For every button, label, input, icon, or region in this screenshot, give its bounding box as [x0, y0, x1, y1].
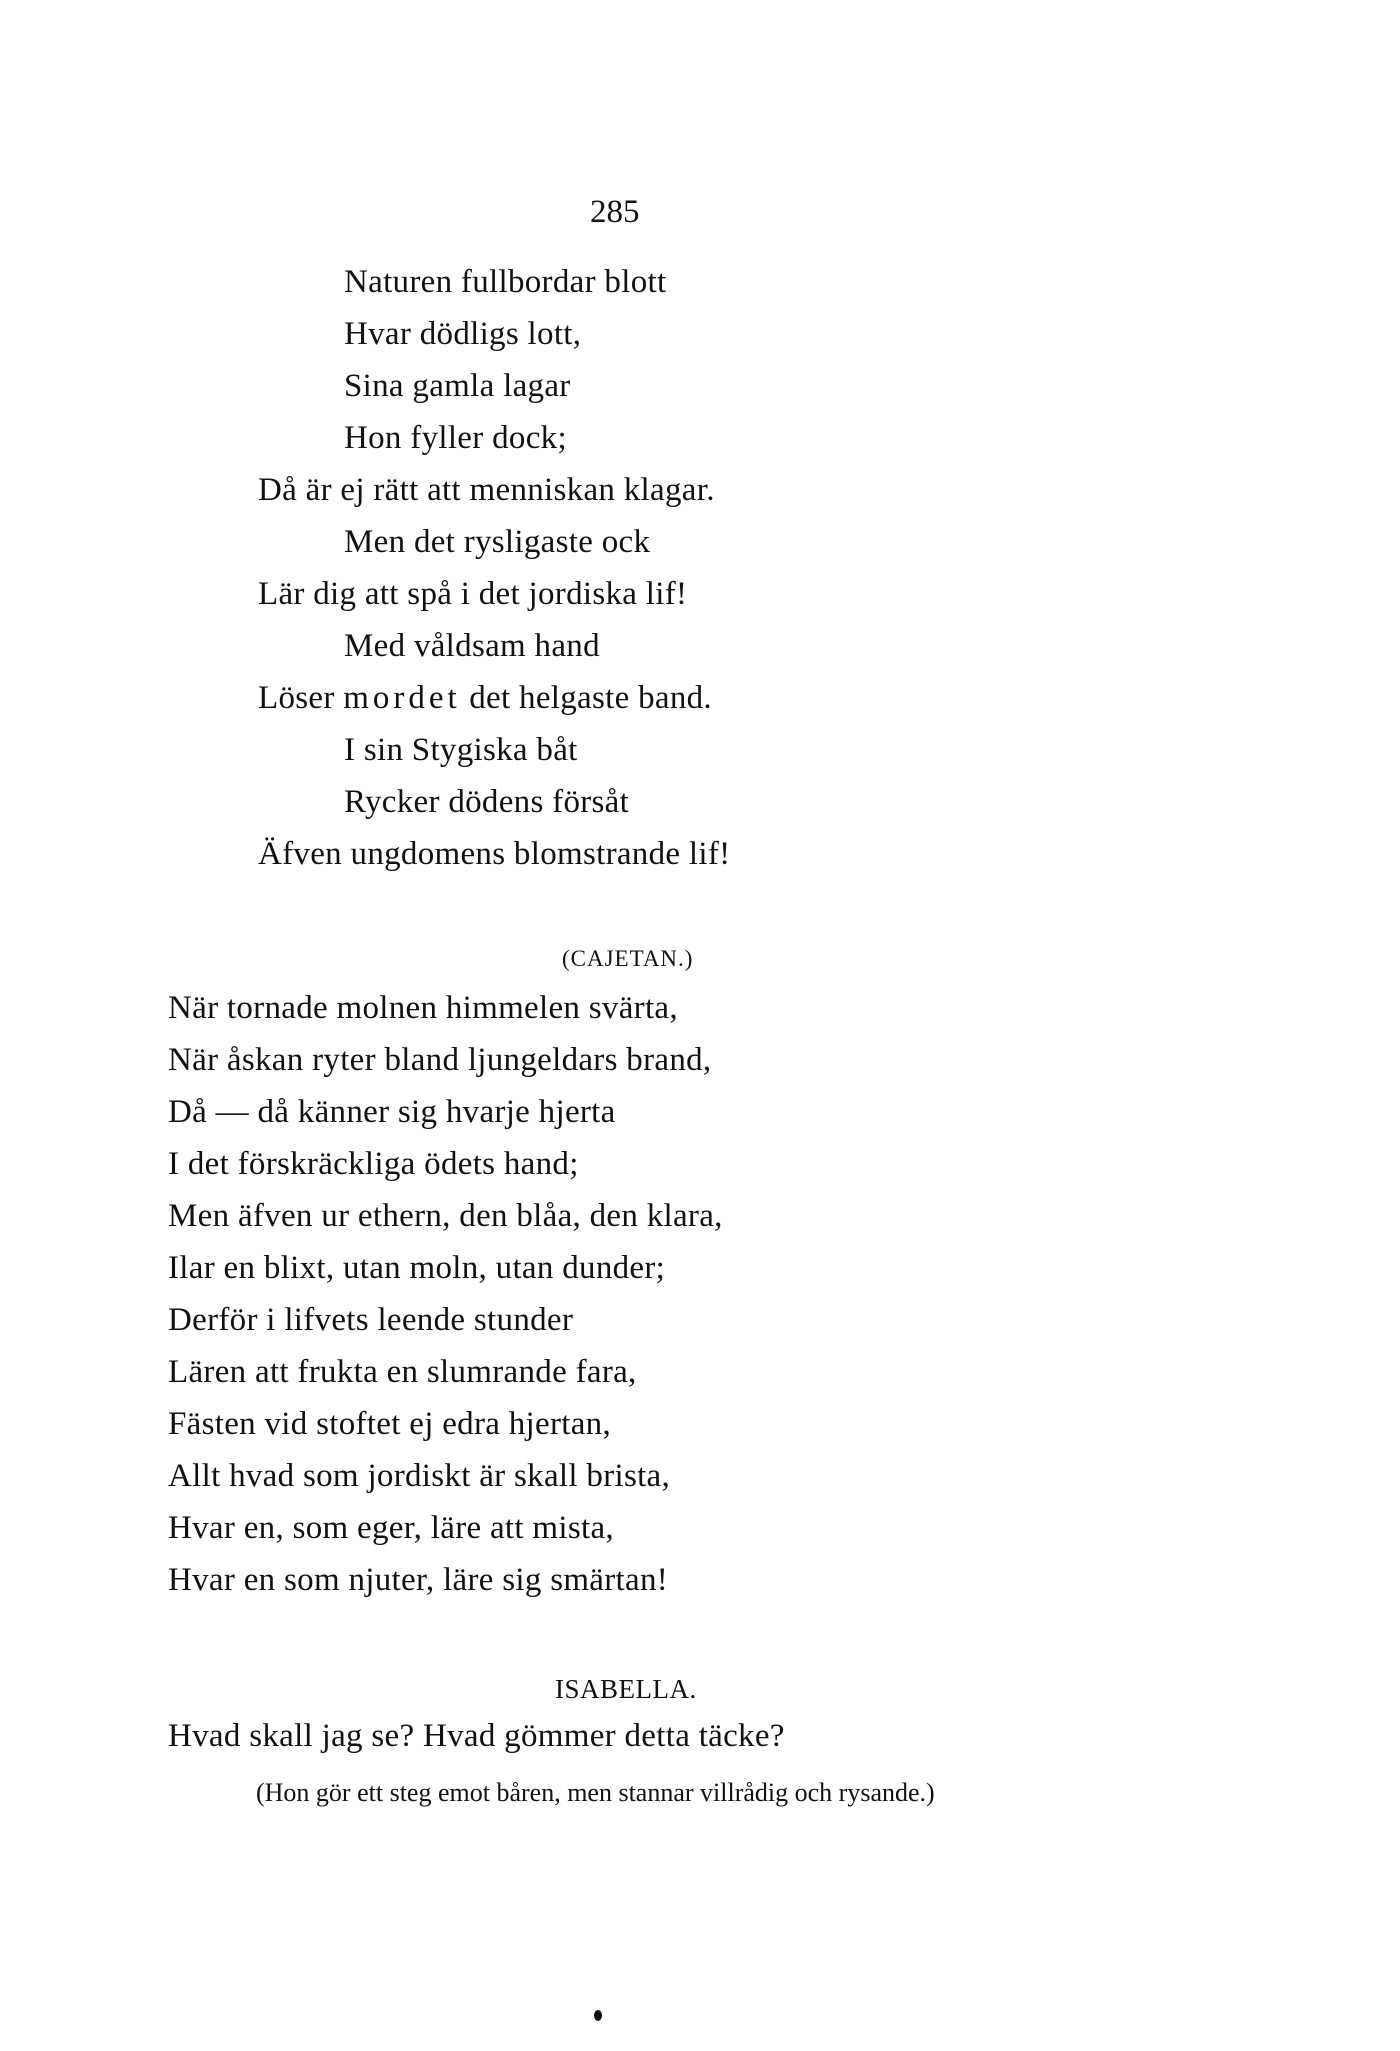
verse-line: Allt hvad som jordiskt är skall brista, [168, 1458, 671, 1494]
verse-line: I det förskräckliga ödets hand; [168, 1146, 579, 1182]
verse-line: Hvar dödligs lott, [344, 316, 582, 352]
verse-line: Ilar en blixt, utan moln, utan dunder; [168, 1250, 666, 1286]
emphasized-word: mordet [343, 680, 461, 716]
verse-line: Hvar en, som eger, läre att mista, [168, 1510, 614, 1546]
speaker-name: ISABELLA. [555, 1674, 697, 1704]
verse-line: Hvad skall jag se? Hvad gömmer detta täcke? [168, 1718, 785, 1754]
verse-line: Hon fyller dock; [344, 420, 567, 456]
verse-line: Lären att frukta en slumrande fara, [168, 1354, 637, 1390]
verse-line: Med våldsam hand [344, 628, 600, 664]
verse-line: Rycker dödens försåt [344, 784, 630, 820]
verse-word: det helgaste band. [469, 680, 712, 716]
verse-line: När åskan ryter bland ljungeldars brand, [168, 1042, 712, 1078]
verse-line: Då är ej rätt att menniskan klagar. [258, 472, 715, 508]
verse-line: Fästen vid stoftet ej edra hjertan, [168, 1406, 612, 1442]
page-number: 285 [590, 194, 640, 230]
verse-line: När tornade molnen himmelen svärta, [168, 990, 678, 1026]
stage-direction: (Hon gör ett steg emot båren, men stannar villrådig och rysande.) [256, 1778, 935, 1807]
verse-word: Löser [258, 680, 335, 716]
verse-line: Då — då känner sig hvarje hjerta [168, 1094, 616, 1130]
verse-line: I sin Stygiska båt [344, 732, 578, 768]
verse-line: Hvar en som njuter, läre sig smärtan! [168, 1562, 669, 1598]
speaker-name: (CAJETAN.) [562, 946, 694, 971]
verse-line: Lär dig att spå i det jordiska lif! [258, 576, 688, 612]
verse-line: Äfven ungdomens blomstrande lif! [258, 836, 731, 872]
verse-line: Sina gamla lagar [344, 368, 571, 404]
verse-line: Men det rysligaste ock [344, 524, 651, 560]
ink-mark [594, 2010, 602, 2021]
verse-line: Men äfven ur ethern, den blåa, den klara, [168, 1198, 723, 1234]
verse-line [258, 678, 712, 718]
verse-line: Naturen fullbordar blott [344, 264, 667, 300]
verse-line: Derför i lifvets leende stunder [168, 1302, 574, 1338]
